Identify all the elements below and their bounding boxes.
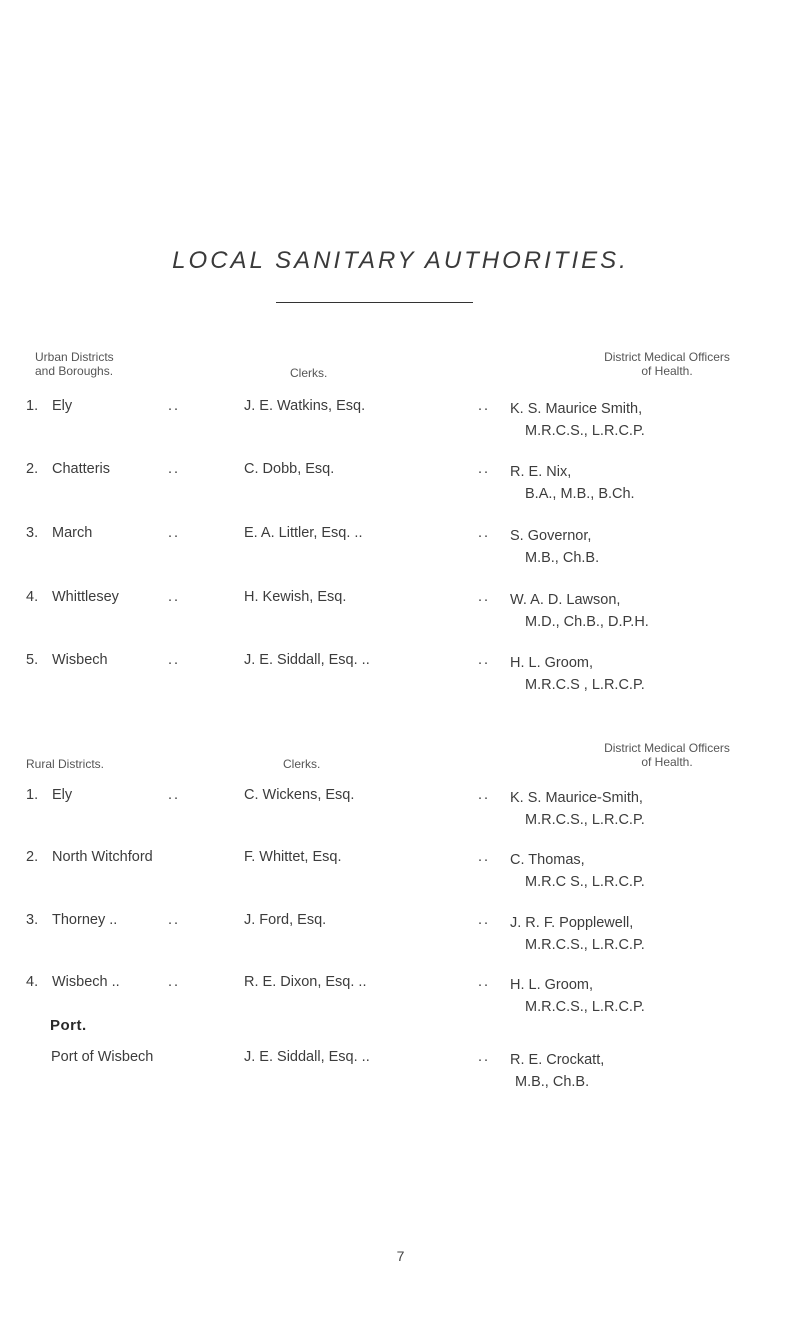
district-name: Wisbech [52,652,108,668]
leader-dots: .. [478,525,491,541]
urban-col1-header-line1: Urban Districts [35,350,114,364]
rural-officers-header [582,741,752,769]
page-title: LOCAL SANITARY AUTHORITIES. [172,247,629,274]
clerk-name: E. A. Littler, Esq. .. [244,525,363,541]
officer-cell [510,1049,604,1093]
district-cell [26,912,117,928]
officer-name: J. R. F. Popplewell, [510,915,634,931]
row-number: 4. [26,589,39,605]
leader-dots: .. [478,787,491,803]
urban-clerks-header: Clerks. [290,366,328,380]
rural-row [0,849,801,889]
officer-qualifications: M.D., Ch.B., D.P.H. [525,614,649,630]
urban-row [0,525,801,565]
clerk-name: J. E. Siddall, Esq. .. [244,1049,370,1065]
rural-clerks-header: Clerks. [283,757,321,771]
clerk-name: F. Whittet, Esq. [244,849,342,865]
clerk-name: C. Dobb, Esq. [244,461,335,477]
row-number: 3. [26,525,39,541]
officer-name: W. A. D. Lawson, [510,592,621,608]
clerk-name: J. E. Siddall, Esq. .. [244,652,370,668]
officer-qualifications: M.B., Ch.B. [525,550,600,566]
officer-cell [510,461,635,505]
officer-name: K. S. Maurice-Smith, [510,790,643,806]
row-number: 3. [26,912,39,928]
district-name: Ely [52,787,73,803]
officer-qualifications: M.R.C.S , L.R.C.P. [525,677,645,693]
row-number: 1. [26,787,39,803]
urban-row [0,461,801,501]
officer-name: K. S. Maurice Smith, [510,401,643,417]
clerk-name: H. Kewish, Esq. [244,589,347,605]
urban-row [0,589,801,629]
officer-qualifications: M.B., Ch.B. [515,1074,590,1090]
row-number: 2. [26,461,39,477]
officer-name: C. Thomas, [510,852,585,868]
district-name: Thorney .. [52,912,118,928]
urban-col1-header-line2: and Boroughs. [35,364,114,378]
district-name: Ely [52,398,73,414]
officer-qualifications: M.R.C.S., L.R.C.P. [525,999,645,1015]
district-cell [26,525,92,541]
row-number: 1. [26,398,39,414]
officer-cell [510,849,645,893]
officer-qualifications: M.R.C.S., L.R.C.P. [525,937,645,953]
leader-dots: .. [478,398,491,414]
leader-dots: .. [478,849,491,865]
officer-cell [510,525,599,569]
leader-dots: .. [168,589,181,605]
row-number: 5. [26,652,39,668]
officer-name: S. Governor, [510,528,592,544]
officer-cell [510,787,645,831]
leader-dots: .. [168,525,181,541]
officer-name: R. E. Crockatt, [510,1052,605,1068]
leader-dots: .. [478,461,491,477]
port-heading: Port. [50,1017,87,1034]
officer-cell [510,398,645,442]
rural-row [0,974,801,1014]
officer-cell [510,652,645,696]
clerk-name: C. Wickens, Esq. [244,787,355,803]
leader-dots: .. [168,461,181,477]
urban-officers-header-line1: District Medical Officers [604,350,730,364]
district-cell [26,652,108,668]
leader-dots: .. [478,974,491,990]
leader-dots: .. [478,652,491,668]
district-cell [26,974,120,990]
leader-dots: .. [168,787,181,803]
rural-col1-header: Rural Districts. [26,757,105,771]
officer-name: R. E. Nix, [510,464,572,480]
row-number: 2. [26,849,39,865]
urban-row [0,398,801,438]
leader-dots: .. [168,912,181,928]
row-number: 4. [26,974,39,990]
district-cell [26,589,119,605]
title-rule [276,302,473,303]
officer-name: H. L. Groom, [510,977,593,993]
officer-cell [510,974,645,1018]
district-name: March [52,525,93,541]
district-cell [26,398,72,414]
officer-qualifications: M.R.C.S., L.R.C.P. [525,423,645,439]
leader-dots: .. [478,589,491,605]
leader-dots: .. [168,652,181,668]
rural-officers-header-line1: District Medical Officers [604,741,730,755]
district-cell [26,849,153,865]
officer-qualifications: M.R.C.S., L.R.C.P. [525,812,645,828]
rural-officers-header-line2: of Health. [641,755,693,769]
leader-dots: .. [478,1049,491,1065]
district-name: Wisbech .. [52,974,120,990]
urban-officers-header-line2: of Health. [641,364,693,378]
officer-cell [510,589,649,633]
clerk-name: R. E. Dixon, Esq. .. [244,974,367,990]
clerk-name: J. E. Watkins, Esq. [244,398,366,414]
urban-row [0,652,801,692]
leader-dots: .. [168,398,181,414]
officer-name: H. L. Groom, [510,655,593,671]
leader-dots: .. [168,974,181,990]
officer-qualifications: B.A., M.B., B.Ch. [525,486,635,502]
clerk-name: J. Ford, Esq. [244,912,327,928]
urban-officers-header [582,350,752,378]
district-name: Whittlesey [52,589,119,605]
district-name: Chatteris [52,461,111,477]
port-row [0,1049,801,1089]
rural-row [0,912,801,952]
page-number: 7 [396,1248,405,1264]
urban-col1-header [35,350,114,378]
officer-cell [510,912,645,956]
district-cell [26,787,72,803]
port-name: Port of Wisbech [51,1049,154,1065]
rural-row [0,787,801,827]
district-cell [26,461,110,477]
leader-dots: .. [478,912,491,928]
district-name: North Witchford [52,849,153,865]
officer-qualifications: M.R.C S., L.R.C.P. [525,874,645,890]
